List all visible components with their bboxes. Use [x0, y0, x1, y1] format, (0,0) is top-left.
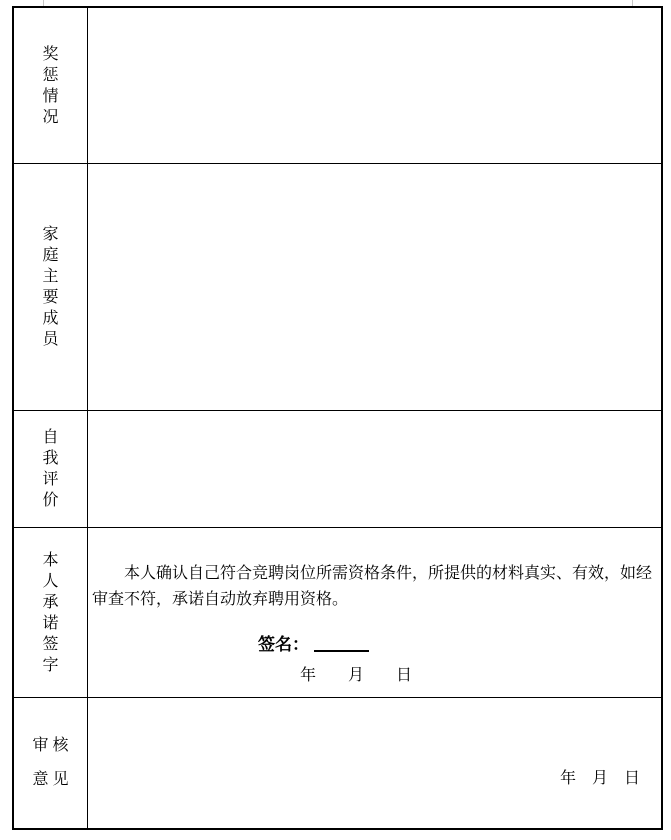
row-label-text-line2: 意 见 — [32, 771, 69, 788]
rewards-punishments-field[interactable] — [88, 8, 661, 164]
row-label-rewards-punishments — [14, 8, 88, 164]
review-opinion-field[interactable] — [88, 698, 661, 828]
signature-label: 签名： — [258, 635, 309, 654]
self-evaluation-field[interactable] — [88, 411, 661, 528]
row-label-text: 家庭主要成员 — [42, 226, 59, 348]
commitment-cell — [88, 528, 661, 698]
signature-field[interactable] — [314, 638, 369, 652]
row-label-self-evaluation — [14, 411, 88, 528]
commitment-statement: 本人确认自己符合竞聘岗位所需资格条件，所提供的材料真实、有效，如经审查不符，承诺自动放弃聘用资格。 — [92, 565, 653, 608]
row-label-text: 本人承诺签字 — [42, 551, 59, 674]
row-label-text-line1: 审 核 — [32, 737, 69, 754]
signature-line — [88, 635, 661, 655]
review-date: 年 月 日 — [560, 770, 641, 787]
row-label-review-opinion — [14, 698, 88, 828]
row-label-family-members — [14, 164, 88, 411]
row-label-text: 自我评价 — [42, 429, 59, 509]
row-label-text: 奖惩情况 — [42, 45, 59, 126]
row-label-commitment-signature — [14, 528, 88, 698]
family-members-field[interactable] — [88, 164, 661, 411]
application-form-table — [12, 6, 663, 830]
signature-date: 年 月 日 — [300, 667, 421, 684]
